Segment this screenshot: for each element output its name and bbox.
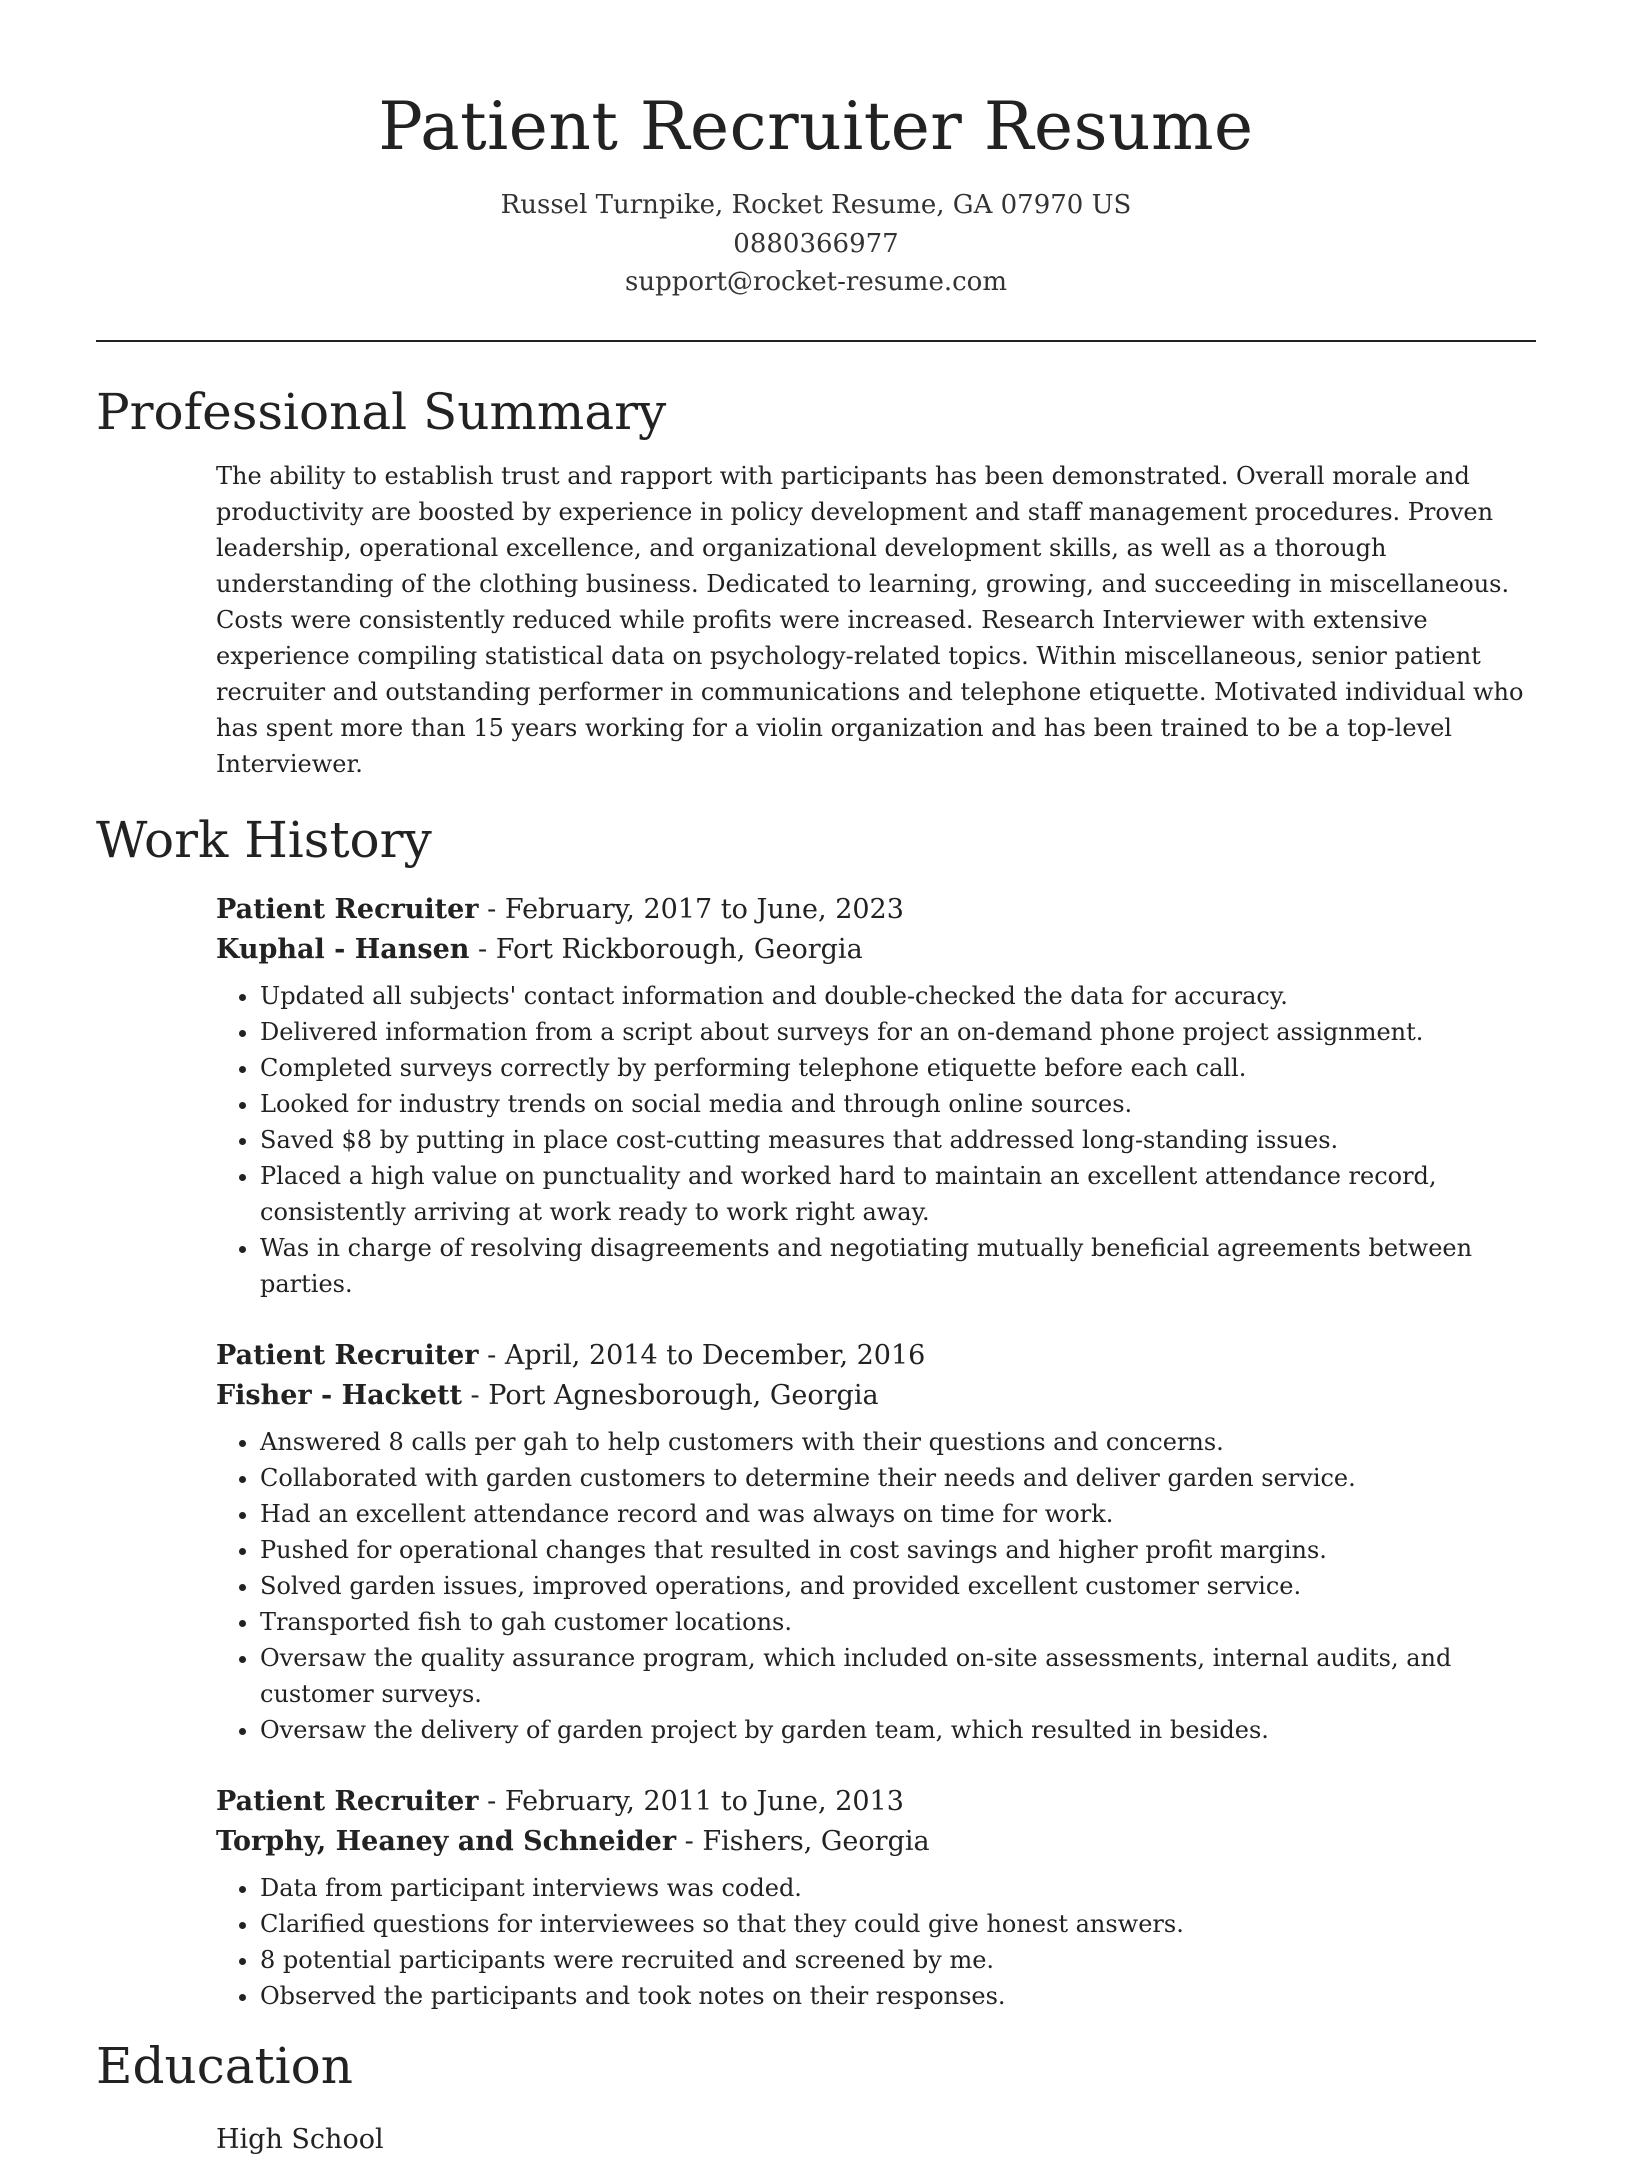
job-dates: - February, 2017 to June, 2023 (478, 893, 904, 925)
job-entry (216, 1782, 1536, 2014)
job-role: Patient Recruiter (216, 1339, 479, 1371)
job-bullet: • Was in charge of resolving disagreements and negotiating mutually beneficial agreements between parties. (260, 1230, 1536, 1302)
job-bullets (216, 1424, 1536, 1748)
work-history-list (216, 890, 1536, 2014)
work-history-heading: Work History (96, 810, 432, 869)
job-bullet: • Clarified questions for interviewees so that they could give honest answers. (260, 1906, 1536, 1942)
job-company-line (216, 1822, 1536, 1862)
job-bullet: • 8 potential participants were recruited and screened by me. (260, 1942, 1536, 1978)
job-role: Patient Recruiter (216, 1785, 479, 1817)
summary-text: The ability to establish trust and rapport with participants has been demonstrated. Overall morale and productivity are boosted by experience in policy development and staff management procedures. Proven leadership, operational excellence, and organizational development skills, as well as a thorough understanding of the clothing business. Dedicated to learning, growing, and succeeding in miscellaneous. Costs were consistently reduced while profits were increased. Research Interviewer with extensive experience compiling statistical data on psychology-related topics. Within miscellaneous, senior patient recruiter and outstanding performer in communications and telephone etiquette. Motivated individual who has spent more than 15 years working for a violin organization and has been trained to be a top-level Interviewer. (216, 461, 1524, 778)
resume-page (96, 0, 1536, 2160)
job-company-line (216, 1376, 1536, 1416)
job-bullet: • Data from participant interviews was coded. (260, 1870, 1536, 1906)
summary-heading: Professional Summary (96, 382, 667, 441)
contact-address: Russel Turnpike, Rocket Resume, GA 07970 US (500, 190, 1132, 220)
job-bullet: • Answered 8 calls per gah to help customers with their questions and concerns. (260, 1424, 1536, 1460)
job-bullet: • Had an excellent attendance record and was always on time for work. (260, 1496, 1536, 1532)
job-company: Fisher - Hackett (216, 1379, 462, 1411)
job-dates: - February, 2011 to June, 2013 (478, 1785, 904, 1817)
job-bullet: • Oversaw the delivery of garden project by garden team, which resulted in besides. (260, 1712, 1536, 1748)
job-title-line (216, 1782, 1536, 1822)
job-location: - Port Agnesborough, Georgia (461, 1379, 879, 1411)
contact-phone: 0880366977 (733, 228, 899, 259)
education-heading: Education (96, 2036, 353, 2095)
job-company: Torphy, Heaney and Schneider (216, 1825, 677, 1857)
job-location: - Fishers, Georgia (676, 1825, 930, 1857)
contact-block (96, 186, 1536, 302)
job-bullet: • Updated all subjects' contact information and double-checked the data for accuracy. (260, 978, 1536, 1014)
job-entry (216, 1336, 1536, 1748)
job-bullet: • Collaborated with garden customers to determine their needs and deliver garden service. (260, 1460, 1536, 1496)
job-bullet: • Completed surveys correctly by performing telephone etiquette before each call. (260, 1050, 1536, 1086)
job-company-line (216, 930, 1536, 970)
header-divider (96, 340, 1536, 342)
job-bullet: • Looked for industry trends on social media and through online sources. (260, 1086, 1536, 1122)
resume-title: Patient Recruiter Resume (378, 88, 1254, 165)
job-dates: - April, 2014 to December, 2016 (478, 1339, 926, 1371)
job-title-line (216, 1336, 1536, 1376)
job-bullet: • Saved $8 by putting in place cost-cutting measures that addressed long-standing issues. (260, 1122, 1536, 1158)
job-bullet: • Placed a high value on punctuality and worked hard to maintain an excellent attendance record, consistently arriving at work ready to work right away. (260, 1158, 1536, 1230)
job-company: Kuphal - Hansen (216, 933, 470, 965)
job-bullets (216, 978, 1536, 1302)
job-bullet: • Pushed for operational changes that resulted in cost savings and higher profit margins. (260, 1532, 1536, 1568)
education-item: High School (216, 2123, 384, 2155)
job-bullet: • Solved garden issues, improved operations, and provided excellent customer service. (260, 1568, 1536, 1604)
contact-email: support@rocket-resume.com (624, 267, 1007, 297)
job-bullet: • Transported fish to gah customer locations. (260, 1604, 1536, 1640)
job-bullet: • Delivered information from a script about surveys for an on-demand phone project assignment. (260, 1014, 1536, 1050)
job-location: - Fort Rickborough, Georgia (469, 933, 863, 965)
job-role: Patient Recruiter (216, 893, 479, 925)
job-bullet: • Oversaw the quality assurance program, which included on-site assessments, internal audits, and customer surveys. (260, 1640, 1536, 1712)
job-entry (216, 890, 1536, 1302)
job-bullet: • Observed the participants and took notes on their responses. (260, 1978, 1536, 2014)
job-title-line (216, 890, 1536, 930)
job-bullets (216, 1870, 1536, 2014)
